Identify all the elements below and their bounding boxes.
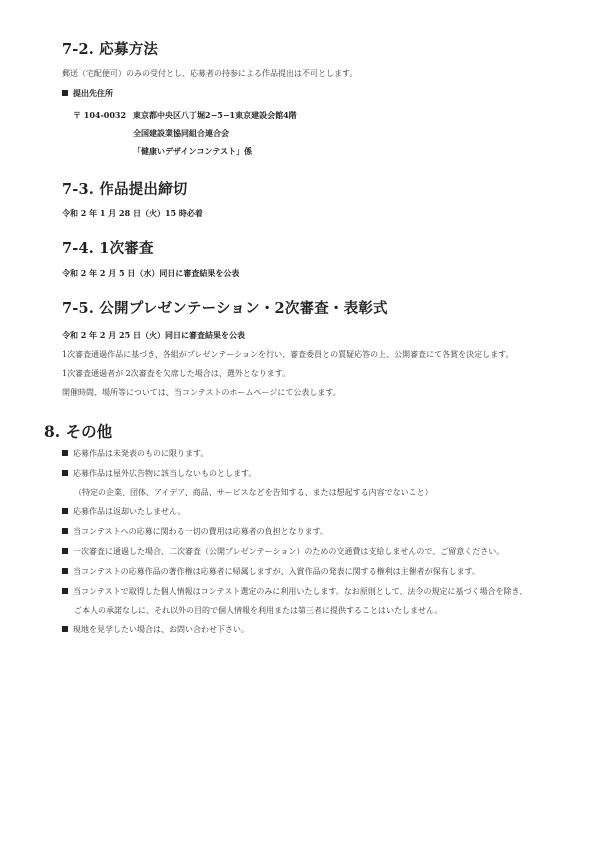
second-review-line-3: 開催時間、場所等については、当コンテストのホームページにて公表します。	[62, 388, 341, 397]
heading-7-2: 7-2. 応募方法	[62, 41, 159, 58]
list-item: 当コンテストで取得した個人情報はコンテスト選定のみに利用いたします。なお原則として、法令の規定に基づく場合を除き、	[62, 587, 527, 597]
list-item: 一次審査に通過した場合、二次審査（公開プレゼンテーション）のための交通費は支給しませんので、ご留意ください。	[62, 547, 504, 557]
square-bullet-icon	[62, 568, 68, 574]
square-bullet-icon	[62, 508, 68, 514]
square-bullet-icon	[62, 450, 68, 456]
square-bullet-icon	[62, 626, 68, 632]
square-bullet-icon	[62, 90, 68, 96]
square-bullet-icon	[62, 548, 68, 554]
list-item-continuation: ご本人の承諾なしに、それ以外の目的で個人情報を利用または第三者に提供することはいたしません。	[74, 606, 443, 615]
list-item: 現地を見学したい場合は、お問い合わせ下さい。	[62, 625, 249, 635]
heading-7-5: 7-5. 公開プレゼンテーション・2次審査・表彰式	[62, 300, 388, 317]
submit-address-label: 提出先住所	[62, 88, 113, 98]
method-text: 郵送（宅配便可）のみの受付とし、応募者の持参による作品提出は不可とします。	[62, 69, 358, 78]
deadline-date: 令和 2 年 1 月 28 日（火）15 時必着	[62, 208, 203, 218]
heading-8: 8. その他	[44, 422, 113, 441]
square-bullet-icon	[62, 470, 68, 476]
organization-name: 全国建設業協同組合連合会	[133, 128, 229, 138]
address-line: 東京都中央区八丁堀2−5−1東京建設会館4階	[133, 110, 297, 120]
heading-7-4: 7-4. 1次審査	[62, 240, 154, 257]
list-item: 応募作品は返却いたしません。	[62, 507, 185, 517]
square-bullet-icon	[62, 528, 68, 534]
list-item: 応募作品は未発表のものに限ります。	[62, 449, 208, 459]
postal-code: 〒 104-0032	[73, 110, 127, 120]
list-item: 応募作品は屋外広告物に該当しないものとします。	[62, 469, 256, 479]
first-review-date: 令和 2 年 2 月 5 日（水）同日に審査結果を公表	[62, 268, 240, 278]
list-item: 当コンテストへの応募に関わる一切の費用は応募者の負担となります。	[62, 527, 328, 537]
list-item: 当コンテストの応募作品の著作権は応募者に帰属しますが、入賞作品の発表に関する権利は主催者が保有します。	[62, 567, 480, 577]
second-review-date: 令和 2 年 2 月 25 日（火）同日に審査結果を公表	[62, 330, 245, 340]
list-item-continuation: （特定の企業、団体、アイデア、商品、サービスなどを告知する、または想起する内容でないこと）	[74, 488, 433, 497]
square-bullet-icon	[62, 588, 68, 594]
department-name: 「健康いデザインコンテスト」係	[133, 146, 253, 156]
second-review-line-2: 1次審査通過者が 2次審査を欠席した場合は、選外となります。	[62, 369, 291, 378]
heading-7-3: 7-3. 作品提出締切	[62, 181, 188, 198]
second-review-line-1: 1次審査通過作品に基づき、各組がプレゼンテーションを行い、審査委員との質疑応答の上、公開審査にて各賞を決定します。	[62, 350, 514, 359]
